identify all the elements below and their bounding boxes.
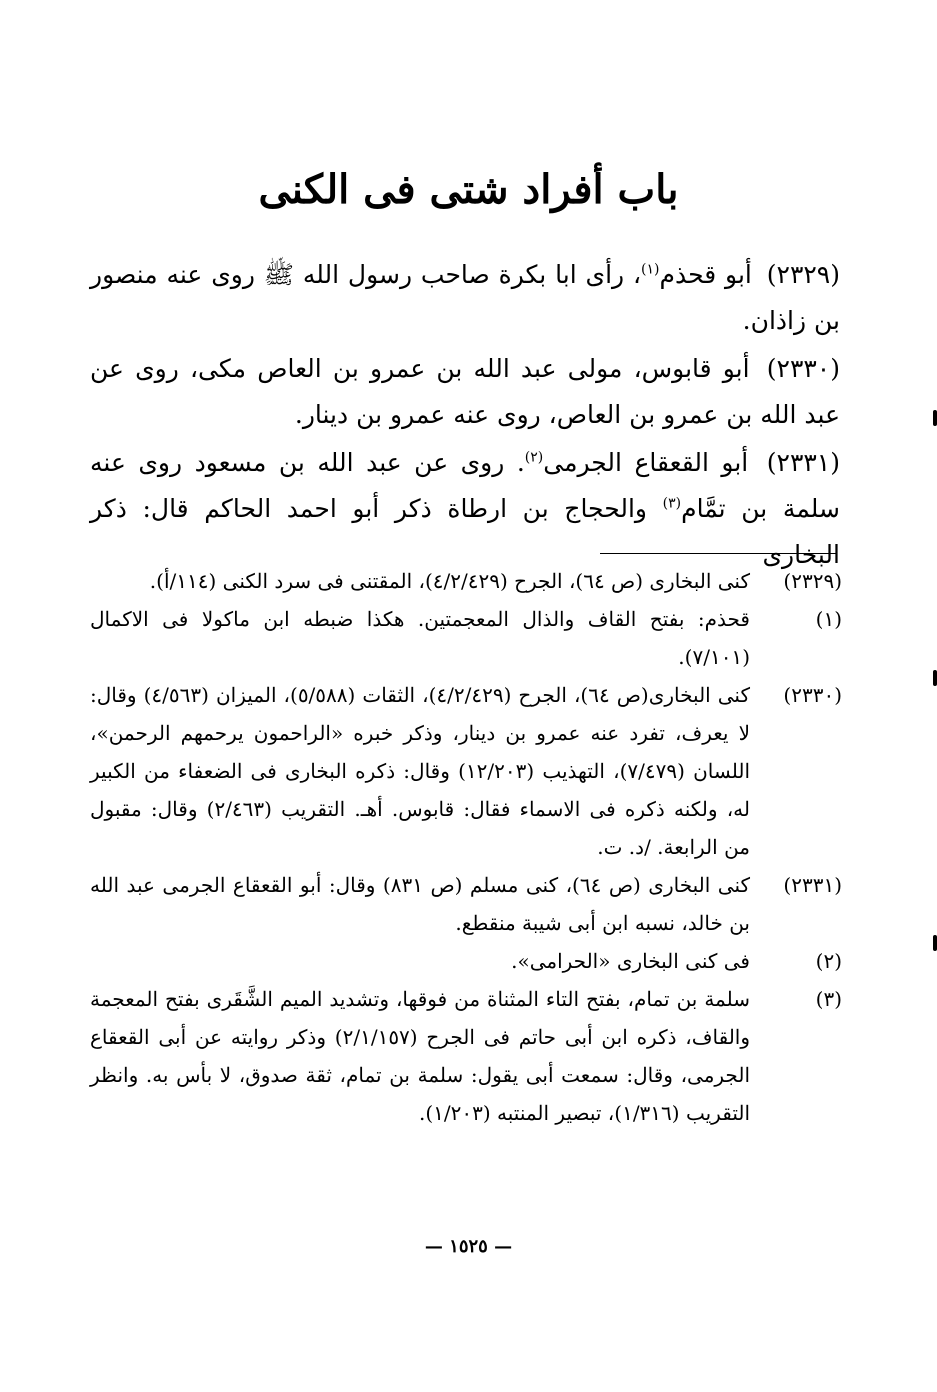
footnote (90, 600, 842, 676)
scan-edge-mark (933, 670, 937, 686)
entry-text-rest: والحجاج بن ارطاة ذكر أبو احمد الحاكم قال: ذكر البخارى (90, 494, 840, 569)
footnote-marker: (١) (641, 261, 660, 278)
footnote (90, 942, 842, 980)
footnote-marker: (٢) (524, 449, 544, 466)
entry-2330 (90, 346, 840, 438)
scan-edge-mark (933, 935, 937, 951)
entry-text-rest: . روى عن عبد الله بن مسعود روى عنه سلمة بن تمَّام (90, 448, 840, 523)
entry-2331 (90, 440, 840, 578)
entry-text: أبو قابوس، مولى عبد الله بن عمرو بن العاص مكى، روى عن عبد الله بن عمرو بن العاص، روى عنه عمرو بن دينار. (90, 354, 840, 429)
entry-text: أبو قحذم (659, 260, 752, 289)
footnote (90, 676, 842, 866)
footnote-text: قحذم: بفتح القاف والذال المعجمتين. هكذا ضبطه ابن ماكولا فى الاكمال (٧/١٠١). (90, 607, 750, 669)
footnote-ref: (٢٣٣٠) (783, 683, 842, 707)
footnote-text: كنى البخارى (ص ٦٤)، الجرح (٤/٢/٤٢٩)، المقتنى فى سرد الكنى (١١٤/أ). (149, 569, 750, 593)
footnote (90, 866, 842, 942)
page-number: — ١٥٢٥ — (424, 1236, 513, 1257)
footnote-text: كنى البخارى(ص ٦٤)، الجرح (٤/٢/٤٢٩)، الثقات (٥/٥٨٨)، الميزان (٤/٥٦٣) وقال: لا يعرف، تفرد عنه عمرو بن دينار، وذكر خبره «الراحمون يرحمهم الرحمن»، اللسان (٧/٤٧٩)، التهذيب (١٢/٢٠٣) وقال: ذكره البخارى فى الضعفاء من الكبير له، ولكنه ذكره فى الاسماء فقال: قابوس. أهـ. التقريب (٢/٤٦٣) وقال: مقبول من الرابعة. /د. ت. (90, 683, 751, 859)
entry-number: (٢٣٣٠) (766, 354, 840, 383)
footnote-ref: (٢٣٢٩) (783, 569, 842, 593)
chapter-title: باب أفراد شتى فى الكنى (258, 166, 679, 213)
entry-text-rest: ، رأى ابا بكرة صاحب رسول الله ﷺ روى عنه منصور بن زاذان. (90, 260, 840, 335)
entry-2329 (90, 252, 840, 344)
entry-number: (٢٣٢٩) (766, 260, 840, 289)
footnotes (90, 562, 842, 1132)
footnote-text: كنى البخارى (ص ٦٤)، كنى مسلم (ص ٨٣١) وقال: أبو القعقاع الجرمى عبد الله بن خالد، نسبه ابن أبى شيبة منقطع. (90, 873, 750, 935)
footnote (90, 562, 842, 600)
footnote-ref: (٢٣٣١) (783, 873, 842, 897)
footnote-text: فى كنى البخارى «الحرامى». (511, 949, 750, 973)
main-text (90, 252, 840, 580)
footnote-separator (600, 553, 837, 554)
footnote-ref: (١) (815, 607, 842, 631)
footnote-text: سلمة بن تمام، بفتح التاء المثناة من فوقها، وتشديد الميم الشَّقَرى بفتح المعجمة والقاف، ذكره ابن أبى حاتم فى الجرح (٢/١/١٥٧) وذكر روايته عن أبى القعقاع الجرمى، وقال: سمعت أبى يقول: سلمة بن تمام، ثقة صدوق، لا بأس به. وانظر التقريب (١/٣١٦)، تبصير المنتبه (١/٢٠٣). (90, 987, 751, 1125)
scan-edge-mark (933, 410, 937, 426)
footnote-ref: (٢) (815, 949, 842, 973)
entry-number: (٢٣٣١) (766, 448, 840, 477)
entry-text: أبو القعقاع الجرمى (543, 448, 749, 477)
footnote-ref: (٣) (815, 987, 842, 1011)
footnote-marker: (٣) (662, 495, 682, 512)
footnote (90, 980, 842, 1132)
